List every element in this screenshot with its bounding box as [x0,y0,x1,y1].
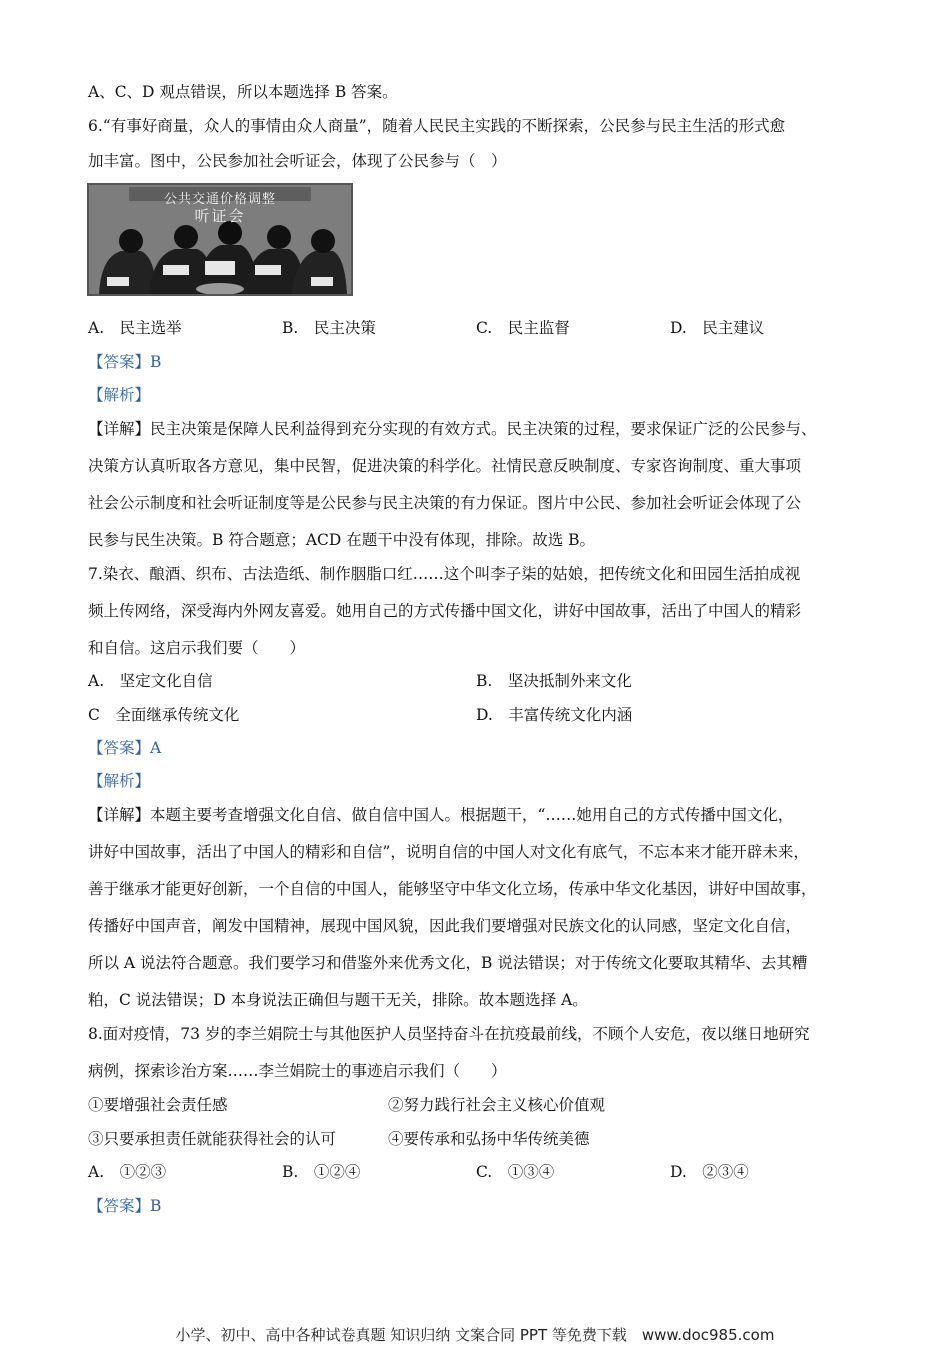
q8-option-b: B. ①②④ [282,1163,361,1181]
q6-option-b: B. 民主决策 [282,319,376,337]
q6-option-d: D. 民主建议 [670,319,765,337]
q6-detail: 社会公示制度和社会听证制度等是公民参与民主决策的有力保证。图片中公民、参加社会听证会体现了公 [88,494,802,512]
q7-detail: 【详解】本题主要考查增强文化自信、做自信中国人。根据题干，“……她用自己的方式传播中国文化， [88,806,794,824]
page-footer: 小学、初中、高中各种试卷真题 知识归纳 文案合同 PPT 等免费下载 www.doc985.com [175,1326,775,1344]
q8-statement-3: ③只要承担责任就能获得社会的认可 [88,1130,337,1148]
q6-detail: 民参与民生决策。B 符合题意；ACD 在题干中没有体现，排除。故选 B。 [88,531,596,549]
q8-statement-2: ②努力践行社会主义核心价值观 [388,1096,606,1114]
q7-detail: 传播好中国声音，阐发中国精神，展现中国风貌，因此我们要增强对民族文化的认同感，坚定文化自信， [88,917,802,935]
q7-answer: 【答案】A [88,739,162,757]
q6-answer: 【答案】B [88,353,162,371]
q7-detail: 善于继承才能更好创新，一个自信的中国人，能够坚守中华文化立场，传承中华文化基因，讲好中国故事， [88,880,817,898]
question-6-stem: 6.“有事好商量，众人的事情由众人商量”，随着人民民主实践的不断探索，公民参与民主生活的形式愈 [88,117,786,135]
q7-detail: 粕，C 说法错误；D 本身说法正确但与题干无关，排除。故本题选择 A。 [88,991,588,1009]
q8-statement-4: ④要传承和弘扬中华传统美德 [388,1130,590,1148]
question-6-stem: 加丰富。图中，公民参加社会听证会，体现了公民参与（ ） [88,152,507,170]
text-line: A、C、D 观点错误，所以本题选择 B 答案。 [88,83,398,101]
q7-analysis-label: 【解析】 [88,772,151,790]
q7-detail: 讲好中国故事，活出了中国人的精彩和自信”，说明自信的中国人对文化有底气，不忘本来才能开辟未来， [88,843,809,861]
q6-option-c: C. 民主监督 [476,319,570,337]
figure-subtitle: 听证会 [194,207,246,225]
q7-option-b: B. 坚决抵制外来文化 [476,672,632,690]
q6-analysis-label: 【解析】 [88,386,151,404]
figure-title: 公共交通价格调整 [163,192,276,207]
q7-option-c: C 全面继承传统文化 [88,706,240,724]
q8-answer: 【答案】B [88,1197,162,1215]
question-8-stem: 病例，探索诊治方案……李兰娟院士的事迹启示我们（ ） [88,1062,507,1080]
question-7-stem: 7.染衣、酿酒、织布、古法造纸、制作胭脂口红……这个叫李子柒的姑娘，把传统文化和田园生活拍成视 [88,565,801,583]
q6-detail: 决策方认真听取各方意见，集中民智，促进决策的科学化。社情民意反映制度、专家咨询制度、重大事项 [88,457,802,475]
q8-option-d: D. ②③④ [670,1163,749,1181]
q7-option-a: A. 坚定文化自信 [88,672,213,690]
q8-option-c: C. ①③④ [476,1163,555,1181]
q6-option-a: A. 民主选举 [88,319,182,337]
q8-option-a: A. ①②③ [88,1163,167,1181]
q7-option-d: D. 丰富传统文化内涵 [476,706,633,724]
question-8-stem: 8.面对疫情，73 岁的李兰娟院士与其他医护人员坚持奋斗在抗疫最前线，不顾个人安危，夜以继日地研究 [88,1025,810,1043]
hearing-photo [87,183,353,296]
q6-detail: 【详解】民主决策是保障人民利益得到充分实现的有效方式。民主决策的过程，要求保证广泛的公民参与、 [88,420,817,438]
q8-statement-1: ①要增强社会责任感 [88,1096,228,1114]
question-7-stem: 频上传网络，深受海内外网友喜爱。她用自己的方式传播中国文化，讲好中国故事，活出了中国人的精彩 [88,602,802,620]
question-7-stem: 和自信。这启示我们要（ ） [88,639,306,657]
q7-detail: 所以 A 说法符合题意。我们要学习和借鉴外来优秀文化，B 说法错误；对于传统文化要取其精华、去其糟 [88,954,808,972]
